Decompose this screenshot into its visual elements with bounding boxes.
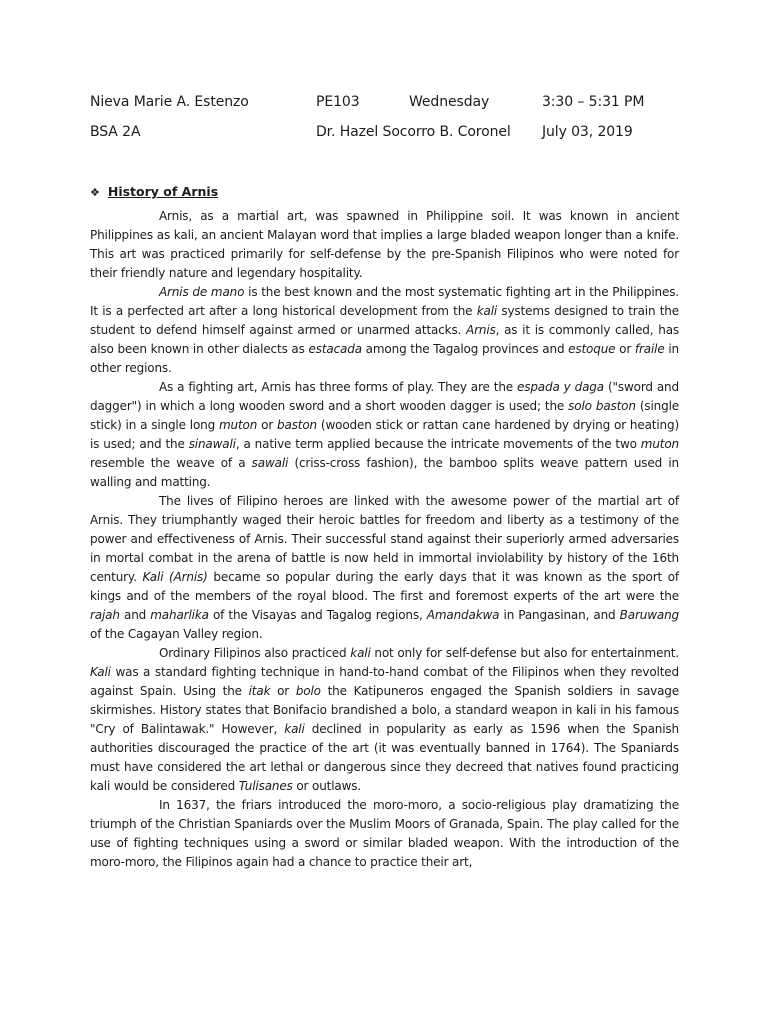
text-run: As a fighting art, Arnis has three forms of play. They are the bbox=[159, 380, 517, 394]
text-run: in other regions. bbox=[90, 342, 679, 375]
paragraph bbox=[90, 283, 679, 378]
italic-term: Tulisanes bbox=[238, 779, 293, 793]
text-run: the Katipuneros engaged the Spanish soldiers in savage skirmishes. History states that Bonifacio brandished a bolo, a standard weapon in kali in his famous "Cry of Balintawak." However, bbox=[90, 684, 679, 736]
text-run: systems designed to train the student to defend himself against armed or unarmed attacks. bbox=[90, 304, 679, 337]
italic-term: sawali bbox=[251, 456, 289, 470]
student-name: Nieva Marie A. Estenzo bbox=[90, 94, 249, 110]
instructor-name: Dr. Hazel Socorro B. Coronel bbox=[316, 124, 511, 140]
text-run: (wooden stick or rattan cane hardened by drying or heating) is used; and the bbox=[90, 418, 679, 451]
italic-term: Kali bbox=[90, 665, 111, 679]
text-run: ("sword and dagger") in which a long wooden sword and a short wooden dagger is used; the bbox=[90, 380, 679, 413]
italic-term: estoque bbox=[568, 342, 616, 356]
italic-term: bolo bbox=[295, 684, 321, 698]
text-run: in Pangasinan, and bbox=[499, 608, 620, 622]
italic-term: solo baston bbox=[568, 399, 636, 413]
text-run: or bbox=[615, 342, 635, 356]
text-run: declined in popularity as early as 1596 when the Spanish authorities discouraged the practice of the art (it was eventually banned in 1764). The Spaniards must have considered the art lethal or dangerous since they decreed that natives found practicing kali would be considered bbox=[90, 722, 679, 793]
italic-term: itak bbox=[248, 684, 271, 698]
text-run: (criss-cross fashion), the bamboo splits weave pattern used in walling and matting. bbox=[90, 456, 679, 489]
italic-term: rajah bbox=[90, 608, 120, 622]
submission-date: July 03, 2019 bbox=[542, 124, 633, 140]
text-run: of the Cagayan Valley region. bbox=[90, 627, 263, 641]
italic-term: Baruwang bbox=[619, 608, 679, 622]
text-run: or bbox=[257, 418, 278, 432]
text-run: Arnis, as a martial art, was spawned in Philippine soil. It was known in ancient Philippines as kali, an ancient Malayan word that implies a large bladed weapon longer than a knife. This art was practiced primarily for self-defense by the pre-Spanish Filipinos who were noted for their friendly nature and legendary hospitality. bbox=[90, 209, 679, 280]
paragraph bbox=[90, 796, 679, 872]
text-run: , a native term applied because the intricate movements of the two bbox=[235, 437, 641, 451]
italic-term: kali bbox=[476, 304, 498, 318]
text-run: The lives of Filipino heroes are linked with the awesome power of the martial art of Arnis. They triumphantly waged their heroic battles for freedom and liberty as a testimony of the power and effectiveness of Arnis. Their successful stand against their superiorly armed adversaries in mortal combat in the arena of battle is now held in immortal inviolability by history of the 16th century. bbox=[90, 494, 679, 584]
paragraph bbox=[90, 492, 679, 644]
essay-body bbox=[90, 207, 679, 872]
italic-term: kali bbox=[350, 646, 371, 660]
text-run: or outlaws. bbox=[292, 779, 362, 793]
italic-term: baston bbox=[277, 418, 318, 432]
italic-term: Arnis bbox=[466, 323, 496, 337]
text-run: In 1637, the friars introduced the moro-moro, a socio-religious play dramatizing the triumph of the Christian Spaniards over the Muslim Moors of Granada, Spain. The play called for the use of fighting techniques using a sword or similar bladed weapon. With the introduction of the moro-moro, the Filipinos again had a chance to practice their art, bbox=[90, 798, 679, 869]
italic-term: Amandakwa bbox=[426, 608, 500, 622]
text-run: , as it is commonly called, has also been known in other dialects as bbox=[90, 323, 679, 356]
paragraph bbox=[90, 207, 679, 283]
italic-term: Arnis de mano bbox=[159, 285, 245, 299]
course-code: PE103 bbox=[316, 94, 360, 110]
diamond-bullet-icon: ❖ bbox=[90, 186, 100, 199]
paragraph bbox=[90, 644, 679, 796]
italic-term: espada y daga bbox=[517, 380, 604, 394]
text-run: (single stick) in a single long bbox=[90, 399, 679, 432]
italic-term: fraile bbox=[634, 342, 665, 356]
italic-term: kali bbox=[284, 722, 305, 736]
section-heading bbox=[90, 184, 218, 199]
italic-term: Kali (Arnis) bbox=[142, 570, 208, 584]
text-run: Ordinary Filipinos also practiced bbox=[159, 646, 351, 660]
italic-term: muton bbox=[640, 437, 679, 451]
italic-term: muton bbox=[219, 418, 258, 432]
text-run: and bbox=[119, 608, 151, 622]
class-time: 3:30 – 5:31 PM bbox=[542, 94, 645, 110]
italic-term: estacada bbox=[308, 342, 362, 356]
text-run: was a standard fighting technique in hand-to-hand combat of the Filipinos when they revolted against Spain. Using the bbox=[90, 665, 679, 698]
section-title: History of Arnis bbox=[107, 184, 219, 199]
text-run: not only for self-defense but also for entertainment. bbox=[370, 646, 679, 660]
italic-term: maharlika bbox=[150, 608, 209, 622]
class-day: Wednesday bbox=[409, 94, 490, 110]
student-section: BSA 2A bbox=[90, 124, 141, 140]
paragraph bbox=[90, 378, 679, 492]
text-run: became so popular during the early days that it was known as the sport of kings and of the members of the royal blood. The first and foremost experts of the art were the bbox=[90, 570, 680, 603]
text-run: is the best known and the most systematic fighting art in the Philippines. It is a perfected art after a long historical development from the bbox=[90, 285, 679, 318]
text-run: of the Visayas and Tagalog regions, bbox=[208, 608, 427, 622]
text-run: resemble the weave of a bbox=[90, 456, 252, 470]
text-run: among the Tagalog provinces and bbox=[361, 342, 569, 356]
italic-term: sinawali bbox=[188, 437, 236, 451]
text-run: or bbox=[270, 684, 296, 698]
